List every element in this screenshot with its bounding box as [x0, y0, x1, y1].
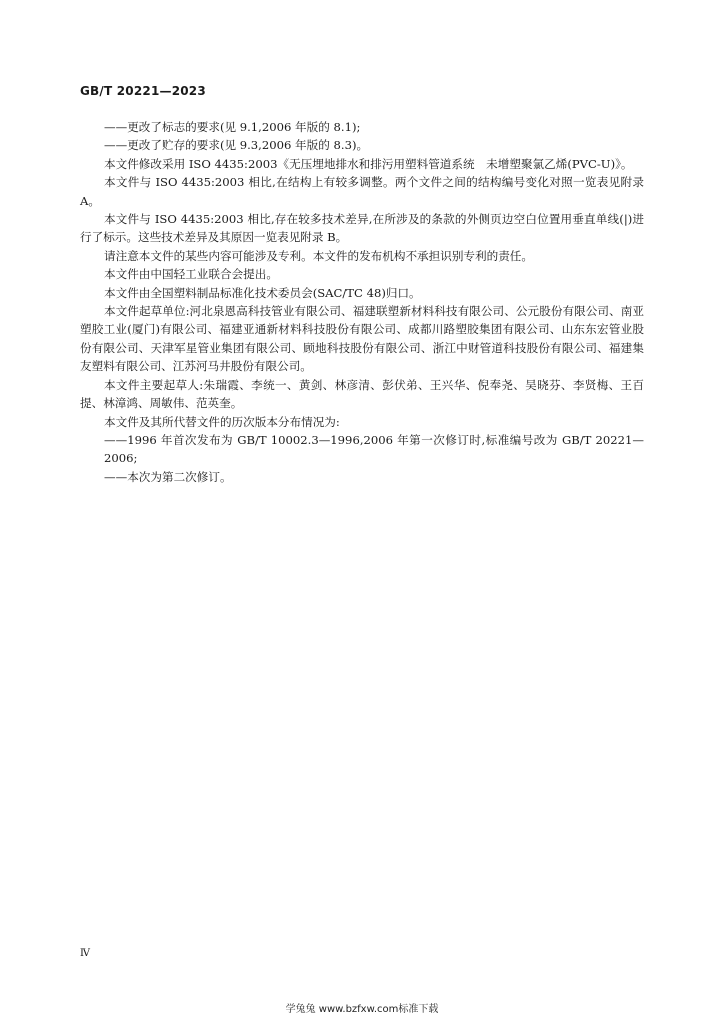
- change-item-marking: ——更改了标志的要求(见 9.1,2006 年版的 8.1);: [104, 120, 361, 134]
- history-item-1996: ——1996 年首次发布为 GB/T 10002.3—1996,2006 年第一次修订时,标准编号改为 GB/T 20221—2006;: [104, 432, 644, 466]
- paragraph-proposer: 本文件由中国轻工业联合会提出。: [104, 267, 278, 282]
- change-item-storage: ——更改了贮存的要求(见 9.3,2006 年版的 8.3)。: [104, 138, 369, 153]
- paragraph-technical-differences: 本文件与 ISO 4435:2003 相比,存在较多技术差异,在所涉及的条款的外侧页边空白位置用垂直单线(|)进行了标示。这些技术差异及其原因一览表见附录 B。: [80, 212, 644, 245]
- paragraph-committee: 本文件由全国塑料制品标准化技术委员会(SAC/TC 48)归口。: [104, 285, 421, 300]
- paragraph-drafting-units: 本文件起草单位:河北泉恩高科技管业有限公司、福建联塑新材料科技有限公司、公元股份有限公司、南亚塑胶工业(厦门)有限公司、福建亚通新材料科技股份有限公司、成都川路塑胶集团有限公司、山东东宏管业股份有限公司、天津军星管业集团有限公司、顾地科技股份有限公司、浙江中财管道科技股份有限公司、福建集友塑料有限公司、江苏河马井股份有限公司。: [80, 304, 644, 374]
- document-code: GB/T 20221—2023: [80, 84, 206, 98]
- paragraph-history-intro: 本文件及其所代替文件的历次版本分布情况为:: [104, 414, 340, 429]
- document-body: [80, 118, 644, 486]
- paragraph-adoption: 本文件修改采用 ISO 4435:2003《无压埋地排水和排污用塑料管道系统 未增塑聚氯乙烯(PVC-U)》。: [104, 156, 633, 171]
- watermark-footer: 学兔兔 www.bzfxw.com标准下载: [285, 1004, 439, 1015]
- paragraph-structure: 本文件与 ISO 4435:2003 相比,在结构上有较多调整。两个文件之间的结构编号变化对照一览表见附录 A。: [80, 175, 644, 208]
- history-item-current: ——本次为第二次修订。: [104, 469, 232, 484]
- paragraph-patent-notice: 请注意本文件的某些内容可能涉及专利。本文件的发布机构不承担识别专利的责任。: [104, 248, 533, 263]
- paragraph-drafters: 本文件主要起草人:朱瑞霞、李统一、黄剑、林彦清、彭伏弟、王兴华、倪奉尧、吴晓芬、李贤梅、王百提、林漳鸿、周敏伟、范英奎。: [80, 377, 644, 411]
- page-number: Ⅳ: [80, 948, 90, 959]
